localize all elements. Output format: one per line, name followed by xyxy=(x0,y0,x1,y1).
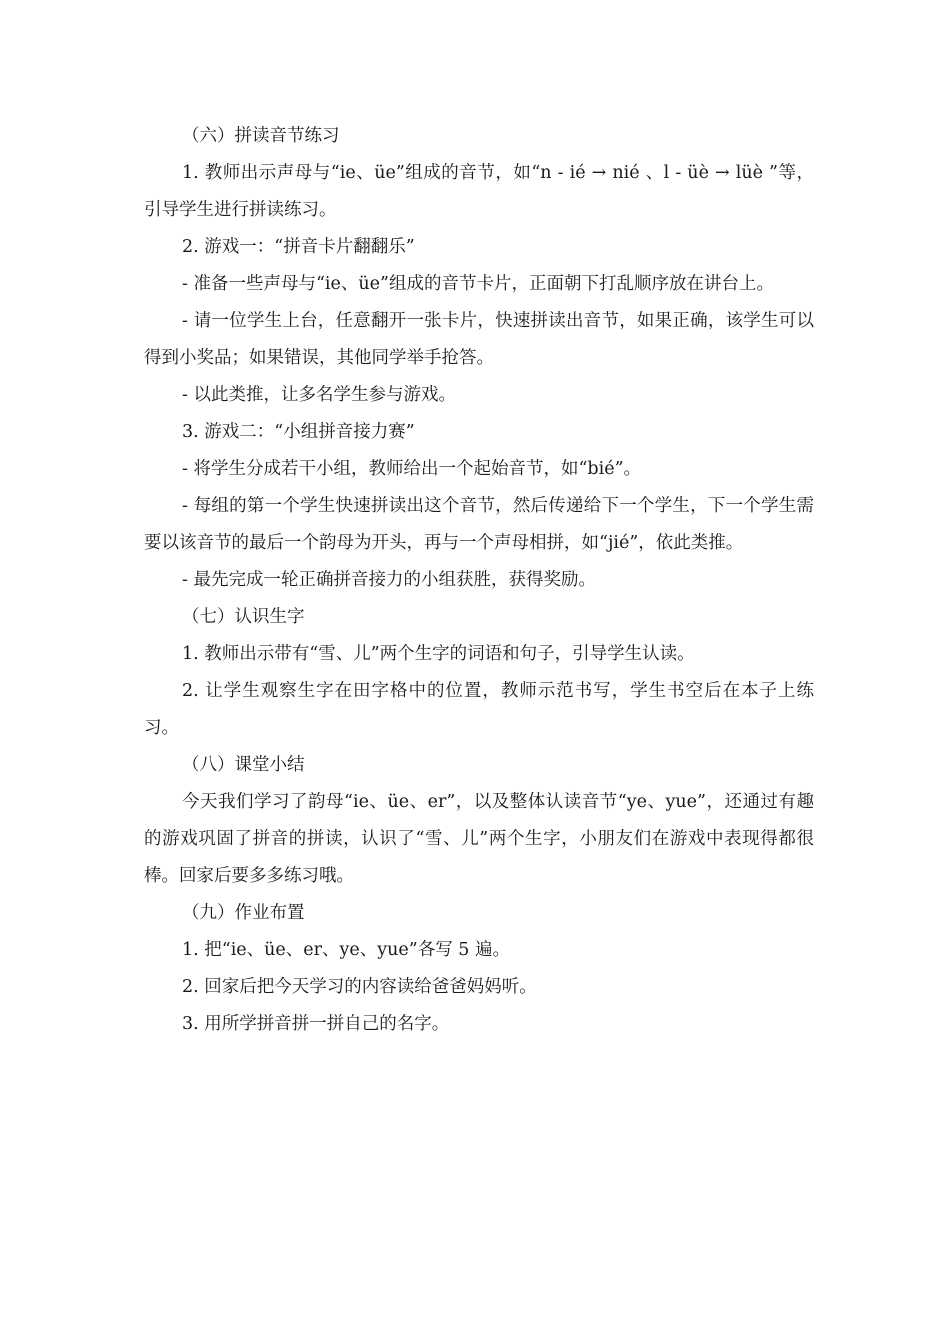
paragraph: - 准备一些声母与“ie、üe”组成的音节卡片，正面朝下打乱顺序放在讲台上。 xyxy=(182,274,774,294)
paragraph: - 每组的第一个学生快速拼读出这个音节，然后传递给下一个学生，下一个学生需要以该音节的最后一个韵母为开头，再与一个声母相拼，如“jié”，依此类推。 xyxy=(144,496,814,553)
paragraph: - 最先完成一轮正确拼音接力的小组获胜，获得奖励。 xyxy=(182,570,596,590)
section-heading-6: （六）拼读音节练习 xyxy=(182,126,340,146)
paragraph: - 将学生分成若干小组，教师给出一个起始音节，如“bié”。 xyxy=(182,459,642,479)
paragraph: 1. 教师出示声母与“ie、üe”组成的音节，如“n - ié → nié 、l - üè → lüè ”等，引导学生进行拼读练习。 xyxy=(144,163,814,220)
paragraph: 1. 把“ie、üe、er、ye、yue”各写 5 遍。 xyxy=(182,940,510,960)
paragraph: 3. 用所学拼音拼一拼自己的名字。 xyxy=(182,1014,450,1034)
paragraph: 2. 让学生观察生字在田字格中的位置，教师示范书写，学生书空后在本子上练习。 xyxy=(144,681,814,738)
section-heading-8: （八）课堂小结 xyxy=(182,755,305,775)
paragraph: 2. 游戏一：“拼音卡片翻翻乐” xyxy=(182,237,415,257)
paragraph: 3. 游戏二：“小组拼音接力赛” xyxy=(182,422,415,442)
section-heading-7: （七）认识生字 xyxy=(182,607,305,627)
paragraph: 1. 教师出示带有“雪、儿”两个生字的词语和句子，引导学生认读。 xyxy=(182,644,695,664)
paragraph: 2. 回家后把今天学习的内容读给爸爸妈妈听。 xyxy=(182,977,537,997)
paragraph: 今天我们学习了韵母“ie、üe、er”，以及整体认读音节“ye、yue”，还通过有趣的游戏巩固了拼音的拼读，认识了“雪、儿”两个生字，小朋友们在游戏中表现得都很棒。回家后要多多练习哦。 xyxy=(144,792,814,886)
section-heading-9: （九）作业布置 xyxy=(182,903,305,923)
paragraph: - 以此类推，让多名学生参与游戏。 xyxy=(182,385,456,405)
paragraph: - 请一位学生上台，任意翻开一张卡片，快速拼读出音节，如果正确，该学生可以得到小奖品；如果错误，其他同学举手抢答。 xyxy=(144,311,814,368)
document-body xyxy=(144,118,814,1043)
